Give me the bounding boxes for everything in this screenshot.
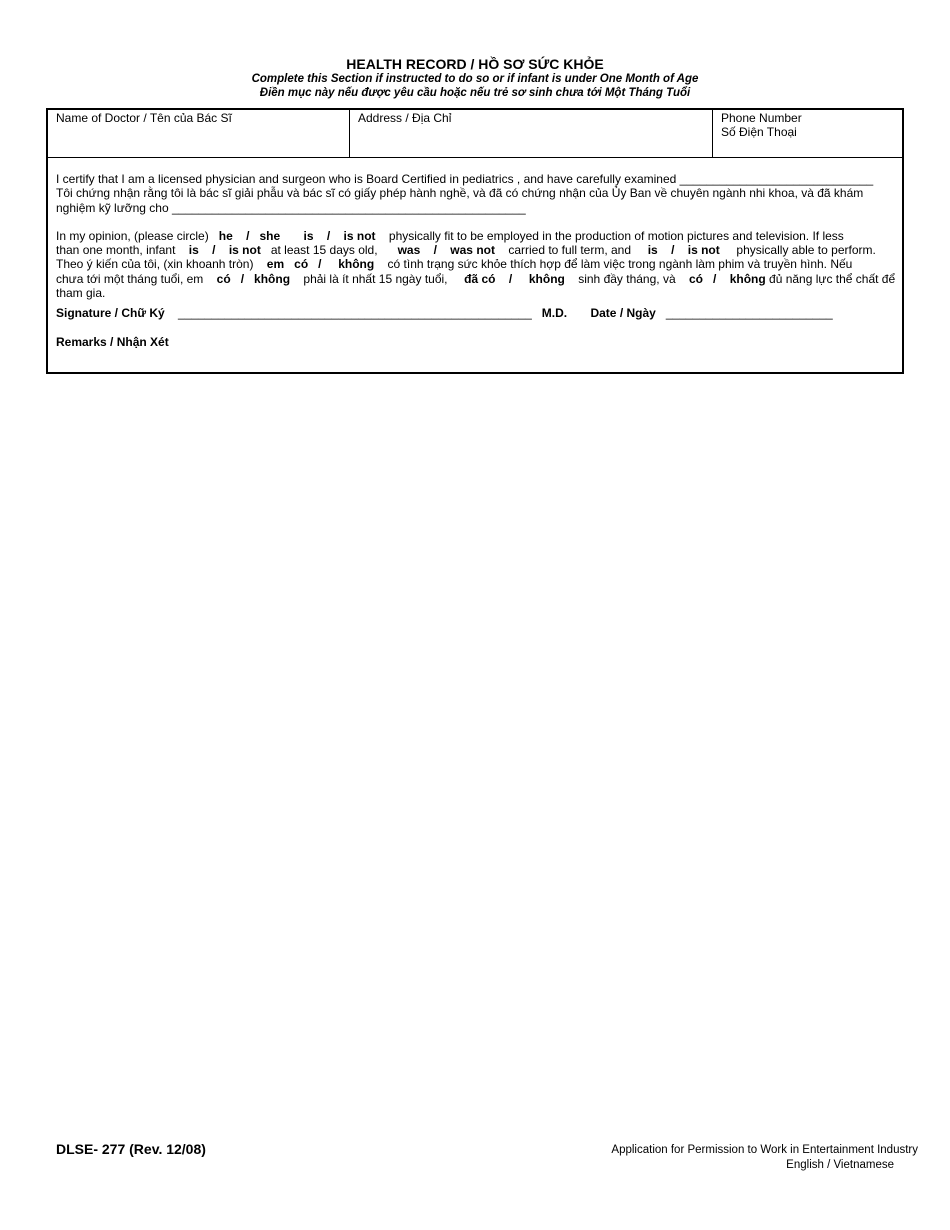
certify-text-vietnamese-cont: nghiệm kỹ lưỡng cho	[56, 200, 169, 215]
form-header	[0, 56, 950, 100]
footer-info	[611, 1143, 918, 1173]
phone-field[interactable]	[713, 110, 902, 157]
page-title: HEALTH RECORD / HỒ SƠ SỨC KHỎE	[346, 56, 604, 72]
opinion-text: physically fit to be employed in the production of motion pictures and television. If less	[388, 228, 844, 243]
option-separator: /	[318, 257, 322, 272]
opinion-text: tham gia.	[56, 286, 106, 301]
option-separator: /	[713, 271, 717, 286]
remarks-label: Remarks / Nhận Xét	[56, 334, 169, 349]
option-separator: /	[508, 271, 513, 286]
certify-paragraph	[56, 172, 894, 215]
option-was[interactable]: was	[397, 243, 421, 258]
option-khong[interactable]: không	[254, 271, 291, 286]
signature-label: Signature / Chữ Ký	[56, 306, 165, 321]
option-co[interactable]: có	[688, 271, 703, 286]
option-was-not[interactable]: was not	[450, 243, 495, 258]
language-label: English / Vietnamese	[786, 1159, 894, 1171]
option-khong[interactable]: không	[338, 257, 375, 272]
form-number: DLSE- 277 (Rev. 12/08)	[56, 1141, 206, 1157]
subtitle-vietnamese: Điền mục này nếu được yêu cầu hoặc nếu trẻ sơ sinh chưa tới Một Tháng Tuổi	[259, 87, 691, 99]
date-label: Date / Ngày	[590, 306, 656, 321]
certify-text-english: I certify that I am a licensed physician and surgeon who is Board Certified in pediatrics , and have carefully examined	[56, 172, 677, 186]
health-record-form	[46, 108, 904, 374]
certify-text-vietnamese: Tôi chứng nhận rằng tôi là bác sĩ giải phẫu và bác sĩ có giấy phép hành nghề, và đã có chứng nhận của Ủy Ban về chuyên ngành nhi khoa, và đã khám	[56, 186, 864, 201]
option-is[interactable]: is	[188, 243, 199, 258]
option-is-not[interactable]: is not	[228, 243, 261, 258]
option-separator: /	[246, 228, 250, 243]
opinion-text: chưa tới một tháng tuổi, em	[56, 271, 204, 286]
opinion-text: In my opinion, (please circle)	[56, 228, 209, 243]
option-co[interactable]: có	[294, 257, 309, 272]
option-he[interactable]: he	[218, 228, 233, 243]
opinion-text: than one month, infant	[56, 243, 176, 258]
opinion-text: sinh đầy tháng, và	[578, 271, 676, 286]
option-da-co[interactable]: đã có	[464, 271, 496, 286]
option-she[interactable]: she	[259, 228, 281, 243]
phone-label-vietnamese: Số Điện Thoại	[721, 125, 797, 139]
opinion-text: phải là ít nhất 15 ngày tuổi,	[303, 271, 448, 286]
doctor-info-row	[48, 110, 902, 158]
option-is-not[interactable]: is not	[687, 243, 720, 258]
option-co[interactable]: có	[216, 271, 231, 286]
option-is[interactable]: is	[303, 228, 314, 243]
opinion-text: đủ năng lực thể chất để	[769, 271, 896, 286]
opinion-text: Theo ý kiến của tôi, (xin khoanh tròn)	[56, 257, 254, 272]
option-separator: /	[326, 228, 331, 243]
address-field[interactable]	[350, 110, 713, 157]
option-separator: /	[671, 243, 675, 258]
option-separator: /	[433, 243, 437, 258]
certification-section	[48, 158, 902, 349]
opinion-text: carried to full term, and	[508, 243, 632, 258]
date-blank[interactable]: _________________________	[665, 306, 833, 321]
subtitle-english: Complete this Section if instructed to do so or if infant is under One Month of Age	[251, 73, 699, 85]
opinion-paragraph	[56, 229, 894, 300]
doctor-name-field[interactable]	[48, 110, 350, 157]
signature-blank[interactable]: _____________________________________________________	[178, 306, 532, 321]
application-title: Application for Permission to Work in Entertainment Industry	[611, 1144, 918, 1156]
opinion-text: at least 15 days old,	[270, 243, 378, 258]
remarks-row[interactable]	[56, 335, 894, 349]
option-separator: /	[212, 243, 216, 258]
md-label: M.D.	[541, 306, 568, 321]
option-khong[interactable]: không	[729, 271, 766, 286]
signature-row	[56, 306, 894, 320]
option-is-not[interactable]: is not	[343, 228, 376, 243]
option-separator: /	[240, 271, 245, 286]
examined-name-blank[interactable]: _____________________________	[679, 172, 874, 186]
option-em[interactable]: em	[266, 257, 285, 272]
option-is[interactable]: is	[647, 243, 658, 258]
option-khong[interactable]: không	[528, 271, 565, 286]
examined-name-blank-vi[interactable]: _____________________________________________________	[171, 200, 526, 215]
doctor-name-label: Name of Doctor / Tên của Bác Sĩ	[56, 111, 232, 125]
opinion-text: có tình trạng sức khỏe thích hợp để làm việc trong ngành làm phim và truyền hình. Nếu	[387, 257, 853, 272]
address-label: Address / Địa Chỉ	[358, 111, 452, 125]
opinion-text: physically able to perform.	[736, 243, 876, 258]
phone-label-english: Phone Number	[721, 111, 802, 125]
